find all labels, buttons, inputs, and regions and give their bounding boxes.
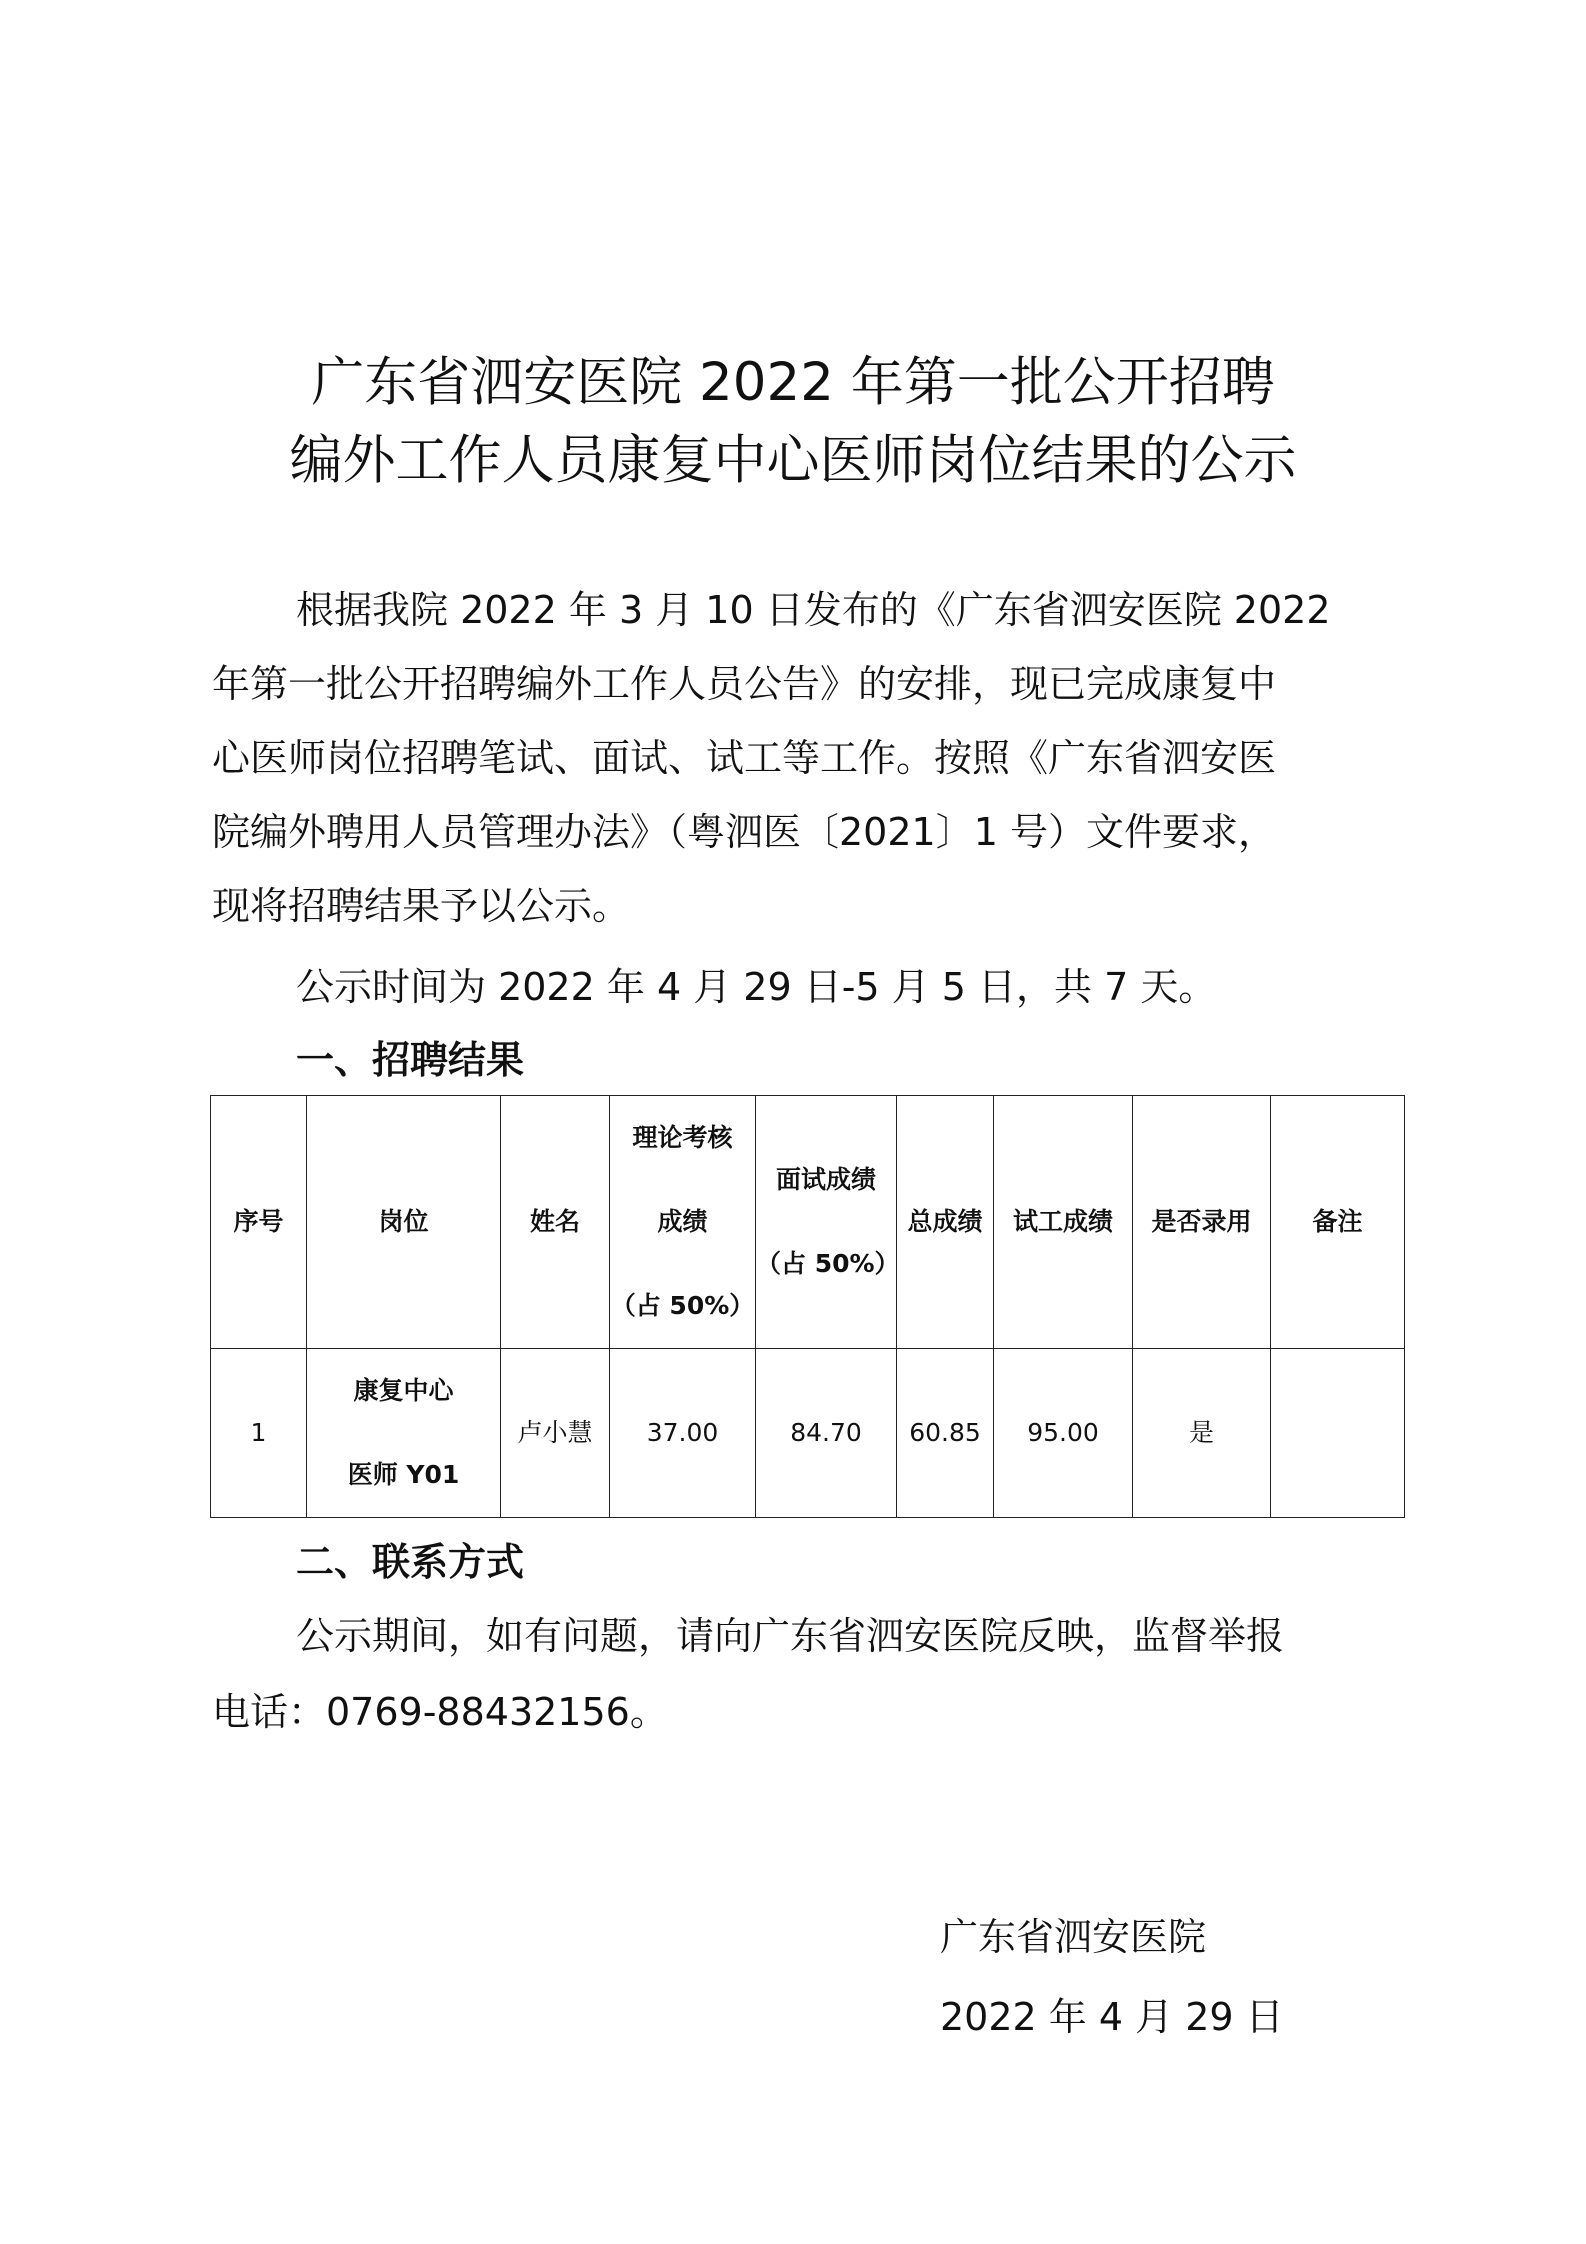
cell-note — [1271, 1349, 1405, 1518]
cell-hired: 是 — [1133, 1349, 1271, 1518]
cell-theory-score: 37.00 — [610, 1349, 756, 1518]
document-title-line-2: 编外工作人员康复中心医师岗位结果的公示 — [289, 430, 1297, 491]
header-theory-line-1: 理论考核 — [632, 1123, 733, 1152]
cell-seq: 1 — [211, 1349, 307, 1518]
header-trial-score: 试工成绩 — [994, 1096, 1133, 1349]
header-position: 岗位 — [307, 1096, 501, 1349]
section-2-heading: 二、联系方式 — [296, 1540, 525, 1584]
publicity-period: 公示时间为 2022 年 4 月 29 日-5 月 5 日，共 7 天。 — [296, 965, 1217, 1009]
header-interview-score — [756, 1096, 900, 1349]
results-table — [210, 1095, 1405, 1518]
header-hired: 是否录用 — [1133, 1096, 1271, 1349]
cell-position-line-1: 康复中心 — [353, 1376, 454, 1405]
cell-position — [307, 1349, 501, 1518]
contact-line-2: 电话：0769-88432156。 — [212, 1690, 668, 1734]
header-theory-line-2: 成绩 — [657, 1207, 708, 1236]
cell-trial-score: 95.00 — [994, 1349, 1133, 1518]
header-seq: 序号 — [211, 1096, 307, 1349]
header-interview-line-2: （占 50%） — [756, 1249, 900, 1278]
cell-interview-score: 84.70 — [756, 1349, 897, 1518]
paragraph-1-line-1: 根据我院 2022 年 3 月 10 日发布的《广东省泗安医院 2022 — [296, 588, 1331, 632]
header-name: 姓名 — [501, 1096, 610, 1349]
document-title-line-1: 广东省泗安医院 2022 年第一批公开招聘 — [311, 352, 1275, 413]
cell-position-line-2: 医师 Y01 — [347, 1460, 460, 1489]
section-1-heading: 一、招聘结果 — [296, 1038, 525, 1082]
cell-name: 卢小慧 — [501, 1349, 610, 1518]
header-total-score: 总成绩 — [897, 1096, 994, 1349]
header-theory-score — [610, 1096, 756, 1349]
table-header-row — [211, 1096, 1405, 1349]
cell-total-score: 60.85 — [897, 1349, 994, 1518]
contact-line-1: 公示期间，如有问题，请向广东省泗安医院反映，监督举报 — [296, 1614, 1285, 1658]
table-row — [211, 1349, 1405, 1518]
paragraph-1-line-3: 心医师岗位招聘笔试、面试、试工等工作。按照《广东省泗安医 — [212, 736, 1277, 780]
paragraph-1-line-4: 院编外聘用人员管理办法》（粤泗医〔2021〕1 号）文件要求， — [212, 810, 1276, 854]
signature-organization: 广东省泗安医院 — [940, 1915, 1207, 1959]
header-theory-line-3: （占 50%） — [610, 1291, 755, 1320]
signature-date: 2022 年 4 月 29 日 — [940, 1995, 1284, 2039]
header-note: 备注 — [1271, 1096, 1405, 1349]
paragraph-1-line-2: 年第一批公开招聘编外工作人员公告》的安排，现已完成康复中 — [212, 662, 1277, 706]
header-interview-line-1: 面试成绩 — [775, 1165, 876, 1194]
paragraph-1-line-5: 现将招聘结果予以公示。 — [212, 884, 631, 928]
